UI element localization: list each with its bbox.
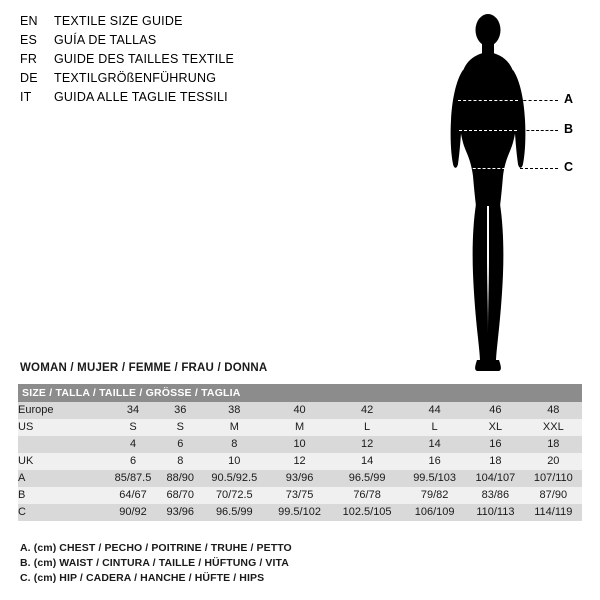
row-label-europe: Europe <box>18 402 106 419</box>
language-code-es: ES <box>20 33 38 47</box>
cell: 68/70 <box>160 487 201 504</box>
cell: 104/107 <box>466 470 525 487</box>
cell: 10 <box>268 436 331 453</box>
cell: 96.5/99 <box>331 470 403 487</box>
cell: 88/90 <box>160 470 201 487</box>
cell: 99.5/103 <box>403 470 466 487</box>
cell: 106/109 <box>403 504 466 521</box>
legend-line-c: C. (cm) HIP / CADERA / HANCHE / HÜFTE / HIPS <box>20 572 265 584</box>
cell: 90.5/92.5 <box>201 470 269 487</box>
cell: L <box>403 419 466 436</box>
measure-label-c: C <box>564 160 574 174</box>
row-label-c: C <box>18 504 106 521</box>
language-text-en: TEXTILE SIZE GUIDE <box>54 14 183 28</box>
table-row <box>18 504 582 521</box>
hip-measure-extension <box>520 168 558 169</box>
table-row <box>18 470 582 487</box>
cell: 85/87.5 <box>106 470 160 487</box>
language-text-it: GUIDA ALLE TAGLIE TESSILI <box>54 90 228 104</box>
cell: 12 <box>268 453 331 470</box>
cell: 93/96 <box>268 470 331 487</box>
cell: 16 <box>403 453 466 470</box>
language-text-es: GUÍA DE TALLAS <box>54 33 157 47</box>
cell: 38 <box>201 402 269 419</box>
hip-measure-line <box>458 168 520 169</box>
size-table <box>18 384 582 521</box>
row-label-us: US <box>18 419 106 436</box>
cell: M <box>268 419 331 436</box>
waist-measure-extension <box>517 130 558 131</box>
cell: 46 <box>466 402 525 419</box>
cell: 6 <box>106 453 160 470</box>
legend-line-a: A. (cm) CHEST / PECHO / POITRINE / TRUHE / PETTO <box>20 542 292 554</box>
waist-measure-line <box>459 130 517 131</box>
language-row-es <box>20 33 400 52</box>
cell: XXL <box>525 419 582 436</box>
language-text-de: TEXTILGRÖßENFÜHRUNG <box>54 71 217 85</box>
cell: 70/72.5 <box>201 487 269 504</box>
cell: 44 <box>403 402 466 419</box>
cell: 93/96 <box>160 504 201 521</box>
cell: 36 <box>160 402 201 419</box>
cell: 87/90 <box>525 487 582 504</box>
cell: 16 <box>466 436 525 453</box>
table-row <box>18 487 582 504</box>
table-row <box>18 436 582 453</box>
language-header <box>20 14 400 109</box>
cell: 14 <box>403 436 466 453</box>
language-code-it: IT <box>20 90 32 104</box>
cell: 18 <box>525 436 582 453</box>
cell: 83/86 <box>466 487 525 504</box>
cell: S <box>106 419 160 436</box>
cell: 8 <box>201 436 269 453</box>
cell: 34 <box>106 402 160 419</box>
chest-measure-line <box>458 100 518 101</box>
chest-measure-extension <box>518 100 558 101</box>
cell: 114/119 <box>525 504 582 521</box>
row-label-a: A <box>18 470 106 487</box>
language-row-it <box>20 90 400 109</box>
language-row-de <box>20 71 400 90</box>
cell: M <box>201 419 269 436</box>
cell: 42 <box>331 402 403 419</box>
cell: 12 <box>331 436 403 453</box>
cell: 20 <box>525 453 582 470</box>
cell: 18 <box>466 453 525 470</box>
language-text-fr: GUIDE DES TAILLES TEXTILE <box>54 52 235 66</box>
group-title: WOMAN / MUJER / FEMME / FRAU / DONNA <box>20 362 268 374</box>
cell: 90/92 <box>106 504 160 521</box>
cell: 99.5/102 <box>268 504 331 521</box>
legend-line-b: B. (cm) WAIST / CINTURA / TAILLE / HÜFTUNG / VITA <box>20 557 289 569</box>
cell: 102.5/105 <box>331 504 403 521</box>
row-label-uk: UK <box>18 453 106 470</box>
language-row-fr <box>20 52 400 71</box>
cell: 4 <box>106 436 160 453</box>
cell: 6 <box>160 436 201 453</box>
table-row <box>18 402 582 419</box>
female-silhouette-icon <box>430 8 590 378</box>
cell: 14 <box>331 453 403 470</box>
cell: 76/78 <box>331 487 403 504</box>
language-code-fr: FR <box>20 52 38 66</box>
table-header-row <box>18 384 582 402</box>
cell: 8 <box>160 453 201 470</box>
measurement-legend <box>20 541 292 586</box>
language-code-de: DE <box>20 71 38 85</box>
measure-label-b: B <box>564 122 574 136</box>
row-label-b: B <box>18 487 106 504</box>
cell: 110/113 <box>466 504 525 521</box>
cell: 64/67 <box>106 487 160 504</box>
body-figure <box>430 8 590 378</box>
cell: 48 <box>525 402 582 419</box>
cell: 73/75 <box>268 487 331 504</box>
cell: 79/82 <box>403 487 466 504</box>
cell: L <box>331 419 403 436</box>
cell: S <box>160 419 201 436</box>
cell: 107/110 <box>525 470 582 487</box>
table-row <box>18 419 582 436</box>
table-row <box>18 453 582 470</box>
row-label-us-numeric <box>18 436 106 453</box>
cell: 40 <box>268 402 331 419</box>
cell: 10 <box>201 453 269 470</box>
table-header-label: SIZE / TALLA / TAILLE / GRÖSSE / TAGLIA <box>18 384 582 402</box>
language-row-en <box>20 14 400 33</box>
cell: 96.5/99 <box>201 504 269 521</box>
language-code-en: EN <box>20 14 38 28</box>
measure-label-a: A <box>564 92 574 106</box>
cell: XL <box>466 419 525 436</box>
